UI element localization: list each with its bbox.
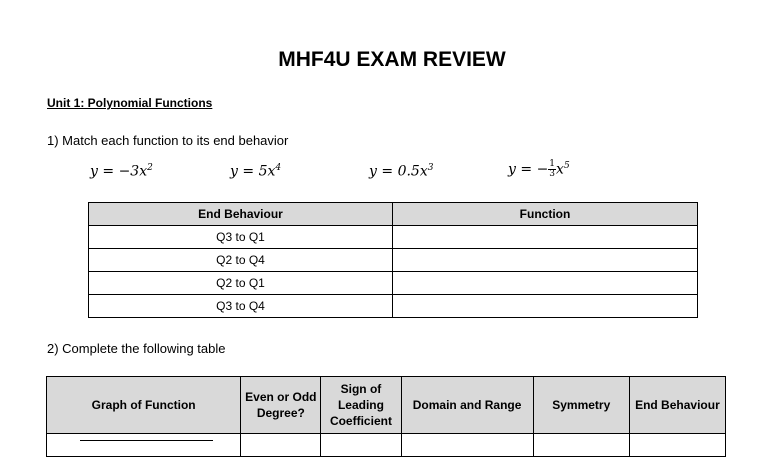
table-row (89, 295, 698, 318)
end-behaviour-cell: Q2 to Q4 (89, 249, 393, 272)
function-2: $y = 5x^4$ (230, 163, 282, 180)
end-behaviour-cell: Q3 to Q1 (89, 226, 393, 249)
table-row (89, 226, 698, 249)
column-header: Sign of Leading Coefficient (321, 377, 401, 434)
function-answer-cell[interactable] (393, 226, 698, 249)
answer-cell[interactable] (241, 434, 321, 457)
function-4: y = − $\frac{1}{3}$ $x^5$ (508, 159, 570, 179)
question-1-prompt: 1) Match each function to its end behavior (47, 133, 289, 148)
table-row (89, 272, 698, 295)
end-behaviour-cell: Q3 to Q4 (89, 295, 393, 318)
function-1: $y = -3x^2$ (90, 163, 153, 180)
table-header-row (47, 377, 726, 434)
column-header: End Behaviour (629, 377, 725, 434)
fraction: $\frac{1}{3}$ (549, 159, 556, 179)
column-header: Domain and Range (401, 377, 533, 434)
question-2-prompt: 2) Complete the following table (47, 341, 226, 356)
table-row (89, 249, 698, 272)
function-answer-cell[interactable] (393, 272, 698, 295)
graph-cell[interactable] (47, 434, 241, 457)
function-answer-cell[interactable] (393, 249, 698, 272)
column-header: Graph of Function (47, 377, 241, 434)
column-header: End Behaviour (89, 203, 393, 226)
function-properties-table (46, 376, 726, 457)
unit-heading: Unit 1: Polynomial Functions (47, 96, 213, 110)
end-behaviour-table (88, 202, 698, 318)
answer-cell[interactable] (321, 434, 401, 457)
column-header: Symmetry (533, 377, 629, 434)
table-row (47, 434, 726, 457)
function-answer-cell[interactable] (393, 295, 698, 318)
answer-cell[interactable] (629, 434, 725, 457)
function-3: $y = 0.5x^3$ (369, 163, 434, 180)
column-header: Even or Odd Degree? (241, 377, 321, 434)
answer-cell[interactable] (401, 434, 533, 457)
answer-cell[interactable] (533, 434, 629, 457)
column-header: Function (393, 203, 698, 226)
table-header-row (89, 203, 698, 226)
page-title: MHF4U EXAM REVIEW (278, 48, 506, 71)
end-behaviour-cell: Q2 to Q1 (89, 272, 393, 295)
